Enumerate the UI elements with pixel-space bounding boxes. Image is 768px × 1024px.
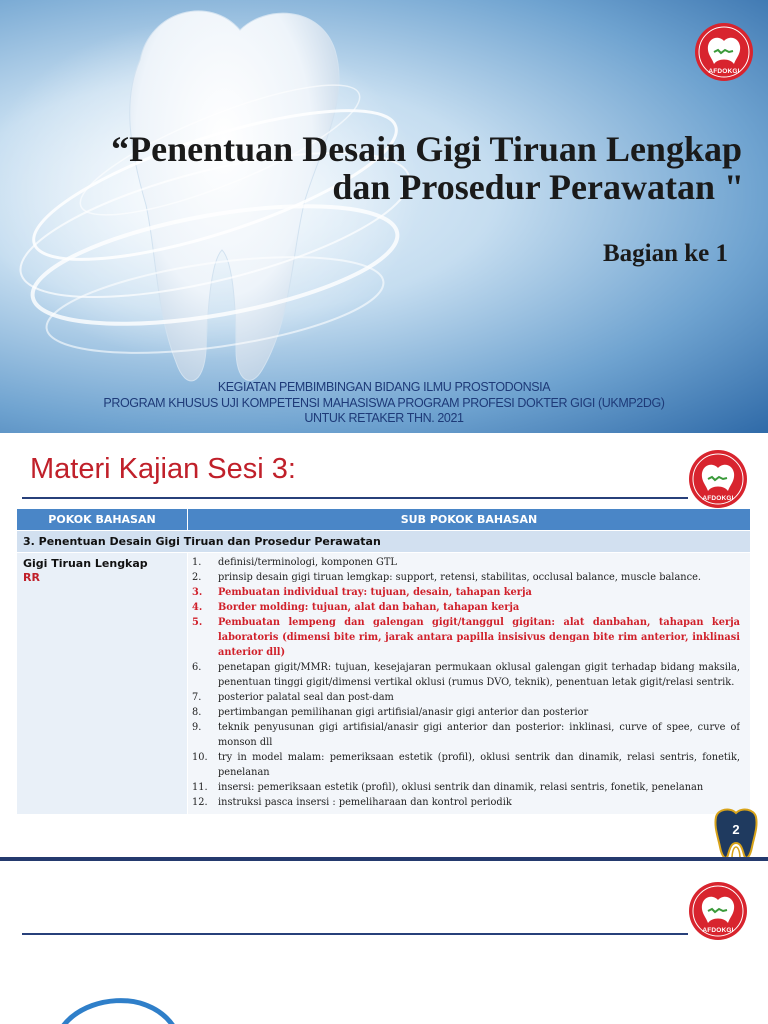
slide-subtitle: Bagian ke 1 [602,240,728,267]
list-item: 9. teknik penyusunan gigi artifisial/anasir gigi anterior dan posterior: inklinasi, curve of spee, curve of monson dll [192,722,740,748]
logo-label: AFDOKGI [702,495,734,502]
list-item: 12. instruksi pasca insersi : pemeliharaan dan kontrol periodik [192,797,512,808]
title-slide [0,0,768,433]
table-header-row [17,509,751,531]
subtopic-list [192,555,740,810]
title-divider [22,933,688,935]
next-slide [0,861,768,1024]
list-item: 2. prinsip desain gigi tiruan lemgkap: support, retensi, stabilitas, occlusal balance, muscle balance. [192,572,701,583]
program-info-line-3: UNTUK RETAKER THN. 2021 [304,411,464,425]
table-row [17,553,751,815]
list-item: 5. Pembuatan lempeng dan galengan gigit/tanggul gigitan: alat danbahan, tahapan kerja laboratoris (dimensi bite rim, jarak antara papilla insisivus dengan bite rim anterior, inklinasi anterior dll) [192,617,740,658]
list-item: 3. Pembuatan individual tray: tujuan, desain, tahapan kerja [192,587,532,598]
list-item: 1. definisi/terminologi, komponen GTL [192,557,397,568]
list-item: 11. insersi: pemeriksaan estetik (profil), oklusi sentrik dan dinamik, relasi sentris, fonetik, penelanan [192,782,704,793]
page-number-badge [712,807,760,861]
column-header-topic: POKOK BAHASAN [17,509,188,531]
circle-graphic [50,995,190,1024]
list-item: 4. Border molding: tujuan, alat dan bahan, tahapan kerja [192,602,520,613]
list-item: 8. pertimbangan pemilihanan gigi artifisial/anasir gigi anterior dan posterior [192,707,589,718]
afdokgi-logo [688,881,748,941]
section-title: 3. Penentuan Desain Gigi Tiruan dan Prosedur Perawatan [17,531,751,553]
topic-code: RR [23,571,40,584]
title-divider [22,497,688,499]
slide-title-line-1: “Penentuan Desain Gigi Tiruan Lengkap [111,129,742,169]
slide-title-line-2: dan Prosedur Perawatan " [332,167,744,207]
list-item: 7. posterior palatal seal dan post-dam [192,692,394,703]
logo-label: AFDOKGI [708,68,740,75]
subtopic-cell [188,553,751,815]
tooth-illustration [0,0,768,433]
slide-title: Materi Kajian Sesi 3: [30,453,296,485]
logo-label: AFDOKGI [702,927,734,934]
afdokgi-logo [688,449,748,509]
section-row [17,531,751,553]
topics-slide [0,433,768,861]
page-number: 2 [732,822,740,837]
topic-cell [17,553,188,815]
program-info-line-1: KEGIATAN PEMBIMBINGAN BIDANG ILMU PROSTODONSIA [217,380,551,394]
list-item: 6. penetapan gigit/MMR: tujuan, kesejajaran permukaan oklusal galengan gigit terhadap bidang maksila, penentuan tinggi gigit/dimensi vertikal oklusi (rumus DVO, teknik), penentuan letak gigit/relasi sentrik. [192,662,740,688]
topics-table [16,508,751,815]
list-item: 10. try in model malam: pemeriksaan estetik (profil), oklusi sentrik dan dinamik, relasi sentris, fonetik, penelanan [192,752,740,778]
column-header-subtopic: SUB POKOK BAHASAN [188,509,751,531]
topic-name: Gigi Tiruan Lengkap [23,557,148,570]
program-info-line-2: PROGRAM KHUSUS UJI KOMPETENSI MAHASISWA PROGRAM PROFESI DOKTER GIGI (UKMP2DG) [103,396,665,410]
afdokgi-logo [694,22,754,82]
